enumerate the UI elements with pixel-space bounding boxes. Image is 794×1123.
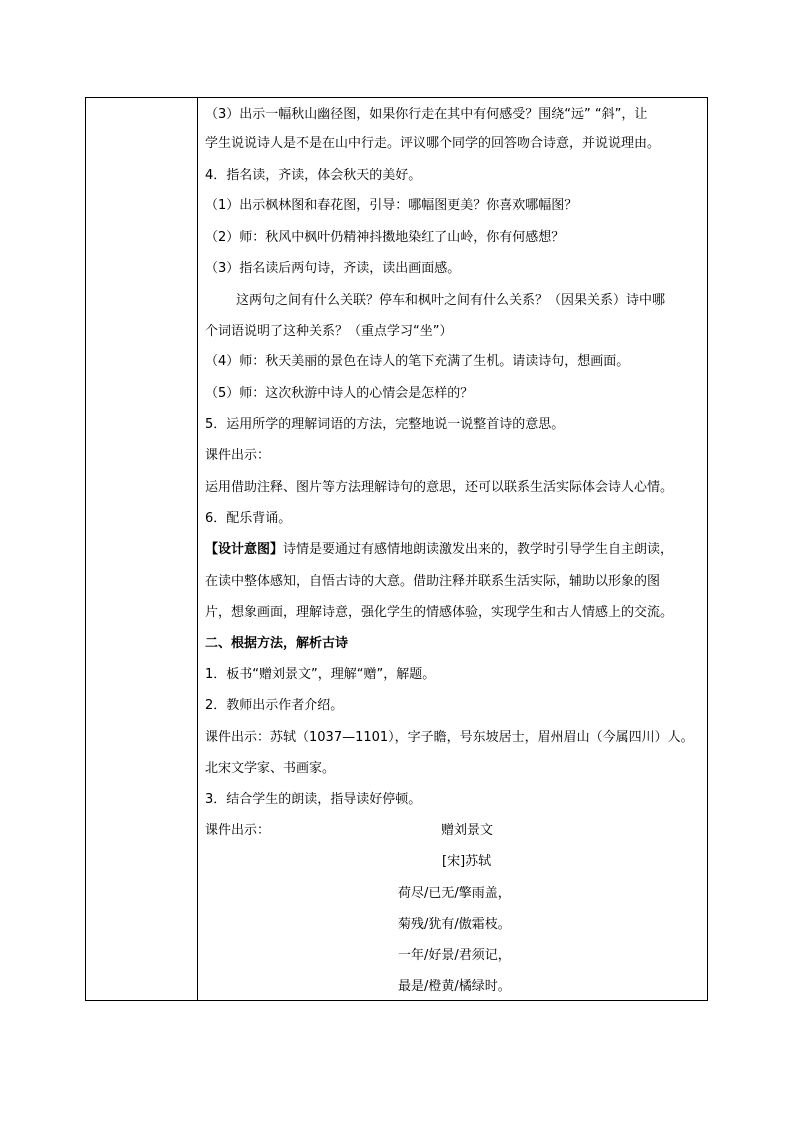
text-line: 1．板书“赠刘景文”，理解“赠”，解题。 bbox=[205, 667, 436, 682]
text-line: 这两句之间有什么关联？停车和枫叶之间有什么关系？（因果关系）诗中哪 bbox=[236, 293, 666, 308]
poem-verse: 一年/好景/君须记， bbox=[398, 948, 511, 963]
poem-verse: 荷尽/已无/擎雨盖， bbox=[398, 886, 511, 901]
text-line: 运用借助注释、图片等方法理解诗句的意思，还可以联系生活实际体会诗人心情。 bbox=[205, 480, 674, 495]
text-line: 片，想象画面，理解诗意，强化学生的情感体验，实现学生和古人情感上的交流。 bbox=[205, 605, 674, 620]
text-line: 3．结合学生的朗读，指导读好停顿。 bbox=[205, 792, 422, 807]
design-intent-line: 【设计意图】诗情是要通过有感情地朗读激发出来的，教学时引导学生自主朗读， bbox=[205, 542, 674, 557]
text-line: （3）指名读后两句诗，齐读，读出画面感。 bbox=[205, 261, 461, 276]
lesson-table bbox=[85, 97, 708, 1001]
text-line: 5．运用所学的理解词语的方法，完整地说一说整首诗的意思。 bbox=[205, 417, 565, 432]
text-line: （2）师：秋风中枫叶仍精神抖擞地染红了山岭，你有何感想？ bbox=[205, 230, 565, 245]
text-line: 个词语说明了这种关系？（重点学习“坐”） bbox=[205, 324, 453, 339]
left-column-cell bbox=[86, 98, 198, 1000]
text-line: 在读中整体感知，自悟古诗的大意。借助注释并联系生活实际，辅助以形象的图 bbox=[205, 574, 661, 589]
text-line: 课件出示：苏轼（1037—1101），字子瞻，号东坡居士，眉州眉山（今属四川）人。 bbox=[205, 730, 694, 745]
text-line: 课件出示： bbox=[205, 448, 271, 463]
text-line: 学生说说诗人是不是在山中行走。评议哪个同学的回答吻合诗意，并说说理由。 bbox=[205, 136, 661, 151]
text-line: 2．教师出示作者介绍。 bbox=[205, 698, 344, 713]
design-intent-label: 【设计意图】 bbox=[205, 542, 284, 557]
text-line: （5）师：这次秋游中诗人的心情会是怎样的？ bbox=[205, 386, 474, 401]
poem-verse: 菊残/犹有/傲霜枝。 bbox=[398, 917, 511, 932]
text-line: （3）出示一幅秋山幽径图，如果你行走在其中有何感受？围绕“远” “斜”，让 bbox=[205, 107, 648, 122]
text-line: 4．指名读，齐读，体会秋天的美好。 bbox=[205, 168, 422, 183]
text-line: 课件出示： bbox=[205, 823, 271, 838]
text-line: 北宋文学家、书画家。 bbox=[205, 761, 336, 776]
poem-author: [宋]苏轼 bbox=[442, 854, 492, 869]
text-line: （1）出示枫林图和春花图，引导：哪幅图更美？你喜欢哪幅图？ bbox=[205, 198, 578, 213]
section-heading: 二、根据方法，解析古诗 bbox=[205, 636, 349, 651]
text-line: （4）师：秋天美丽的景色在诗人的笔下充满了生机。请读诗句，想画面。 bbox=[205, 354, 630, 369]
text-line: 6．配乐背诵。 bbox=[205, 511, 292, 526]
poem-verse: 最是/橙黄/橘绿时。 bbox=[398, 979, 511, 994]
poem-title: 赠刘景文 bbox=[441, 823, 494, 838]
